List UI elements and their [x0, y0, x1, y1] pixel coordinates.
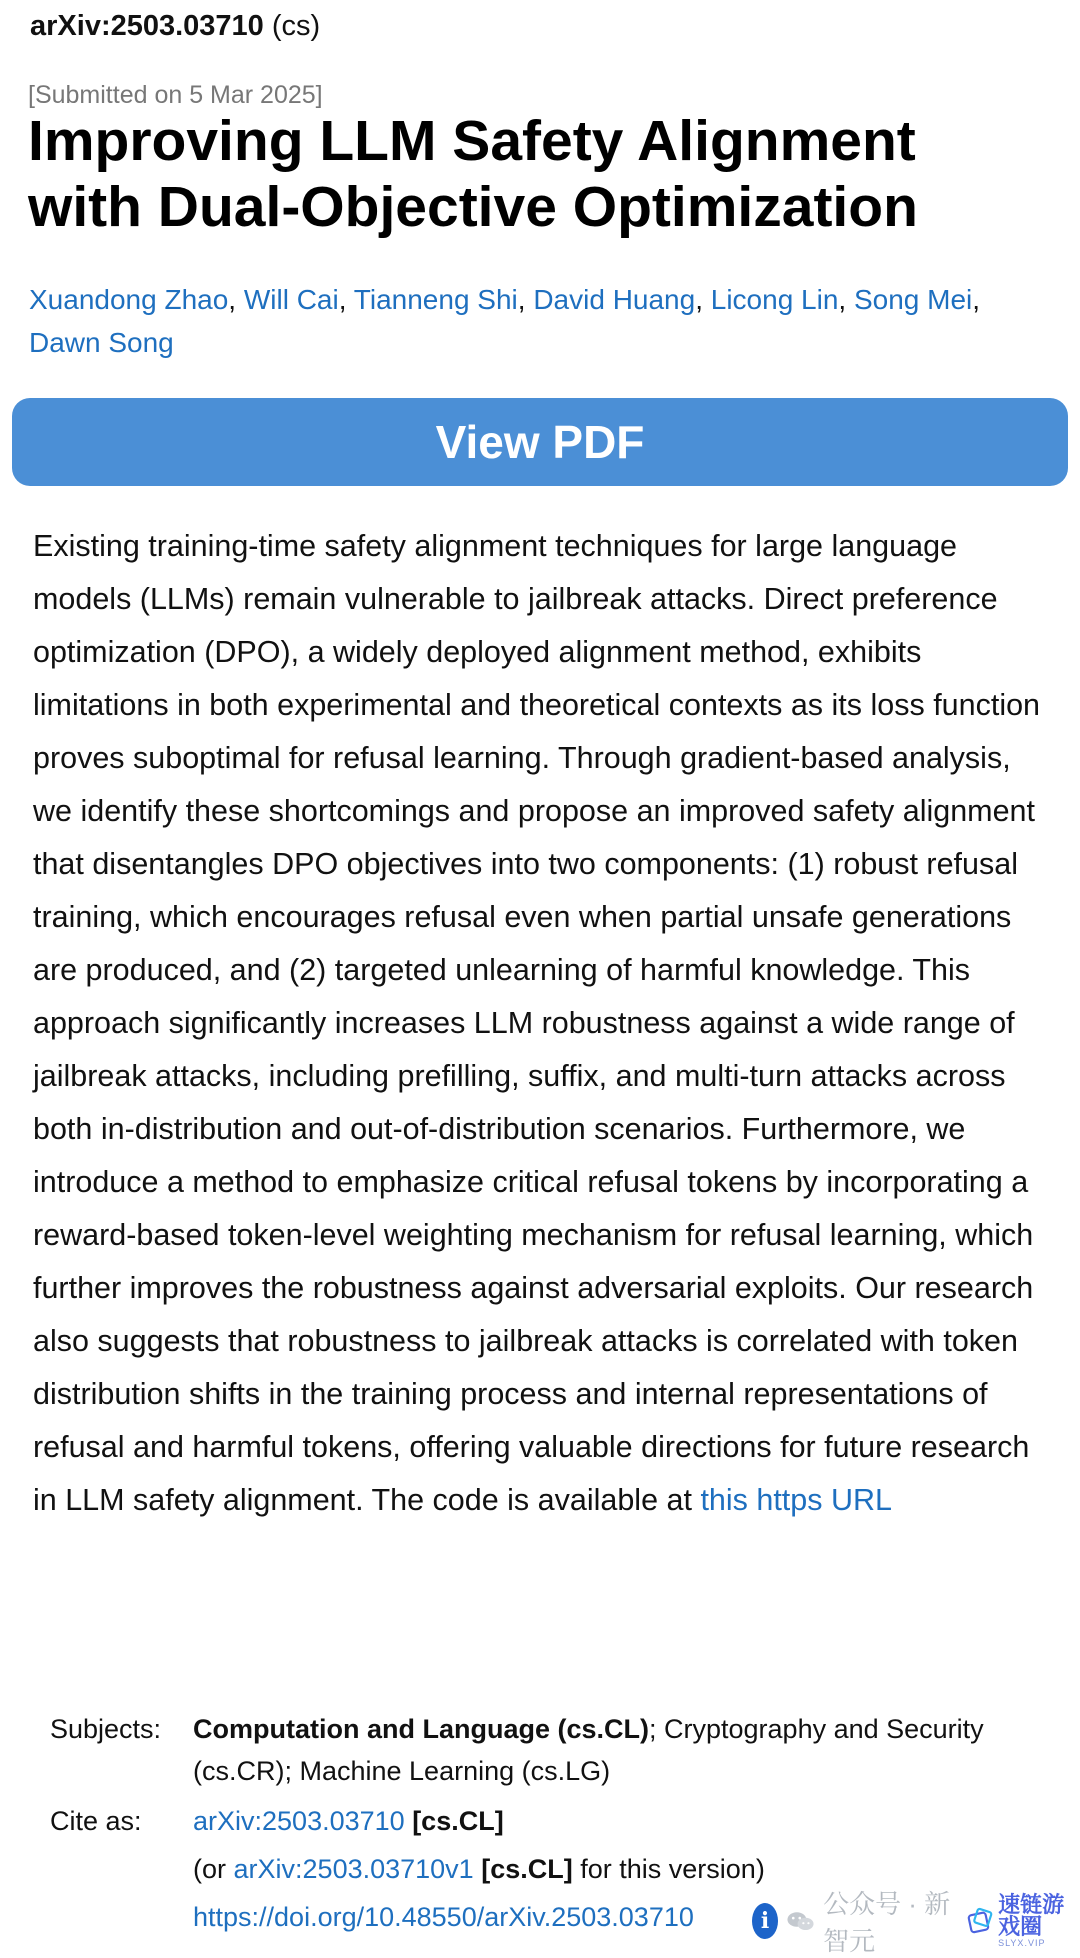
cite-id-link[interactable]: arXiv:2503.03710 [193, 1806, 405, 1836]
author-link[interactable]: Will Cai [243, 284, 339, 315]
version-category: [cs.CL] [481, 1854, 573, 1884]
abstract-text: Existing training-time safety alignment techniques for large language models (LLMs) remain vulnerable to jailbreak attacks. Direct preference optimization (DPO), a widely deployed alignment method, exhibits limitations in both experimental and theoretical contexts as its loss function proves suboptimal for refusal learning. Through gradient-based analysis, we identify these shortcomings and propose an improved safety alignment that disentangles DPO objectives into two components: (1) robust refusal training, which encourages refusal even when partial unsafe generations are produced, and (2) targeted unlearning of harmful knowledge. This approach significantly increases LLM robustness against a wide range of jailbreak attacks, including prefilling, suffix, and multi-turn attacks across both in-distribution and out-of-distribution scenarios. Furthermore, we introduce a method to emphasize critical refusal tokens by incorporating a reward-based token-level weighting mechanism for refusal learning, which further improves the robustness against adversarial exploits. Our research also suggests that robustness to jailbreak attacks is correlated with token distribution shifts in the training process and internal representations of refusal and harmful tokens, offering valuable directions for future research in LLM safety alignment. The code is available at [33, 529, 1041, 1517]
view-pdf-button[interactable]: View PDF [12, 398, 1068, 486]
author-link[interactable]: Licong Lin [710, 284, 839, 315]
subjects-value [193, 1708, 1060, 1792]
arxiv-id: arXiv:2503.03710 [30, 10, 264, 42]
author-list: Xuandong Zhao, Will Cai, Tianneng Shi, David Huang, Licong Lin, Song Mei, Dawn Song [29, 284, 981, 358]
cite-label: Cite as: [50, 1806, 142, 1836]
wechat-icon [786, 1906, 815, 1936]
author-link[interactable]: Tianneng Shi [353, 284, 518, 315]
author-link[interactable]: Song Mei [853, 284, 973, 315]
paper-title: Improving LLM Safety Alignment with Dual-Objective Optimization [28, 109, 918, 239]
version-suffix: for this version) [580, 1854, 765, 1884]
submission-date: [Submitted on 5 Mar 2025] [28, 81, 323, 109]
author-link[interactable]: Xuandong Zhao [29, 284, 229, 315]
doi-link[interactable]: https://doi.org/10.48550/arXiv.2503.03710 [193, 1902, 694, 1932]
watermark-overlay [752, 1889, 1077, 1956]
primary-subject: Computation and Language (cs.CL) [193, 1714, 649, 1744]
or-prefix: (or [193, 1854, 226, 1884]
subjects-label: Subjects: [50, 1714, 162, 1744]
abstract [33, 520, 1053, 1527]
arxiv-id-line [30, 6, 320, 46]
author-link[interactable]: David Huang [533, 284, 696, 315]
site-logo [967, 1892, 1077, 1948]
author-link[interactable]: Dawn Song [29, 327, 174, 358]
info-icon[interactable]: i [752, 1903, 778, 1939]
logo-cn: 速链游戏圈 [998, 1892, 1065, 1940]
cite-category: [cs.CL] [412, 1806, 504, 1836]
subjects-row [50, 1708, 1060, 1792]
logo-en: SLYX.VIP [998, 1937, 1046, 1948]
secondary-subjects: ; Cryptography and Security (cs.CR); Machine Learning (cs.LG) [193, 1714, 984, 1786]
code-url-link[interactable]: this https URL [700, 1483, 892, 1517]
arxiv-category: (cs) [271, 10, 321, 42]
watermark-text: 公众号 · 新智元 [823, 1889, 951, 1956]
logo-icon [967, 1902, 994, 1940]
version-id-link[interactable]: arXiv:2503.03710v1 [233, 1854, 474, 1884]
logo-text [998, 1892, 1077, 1948]
